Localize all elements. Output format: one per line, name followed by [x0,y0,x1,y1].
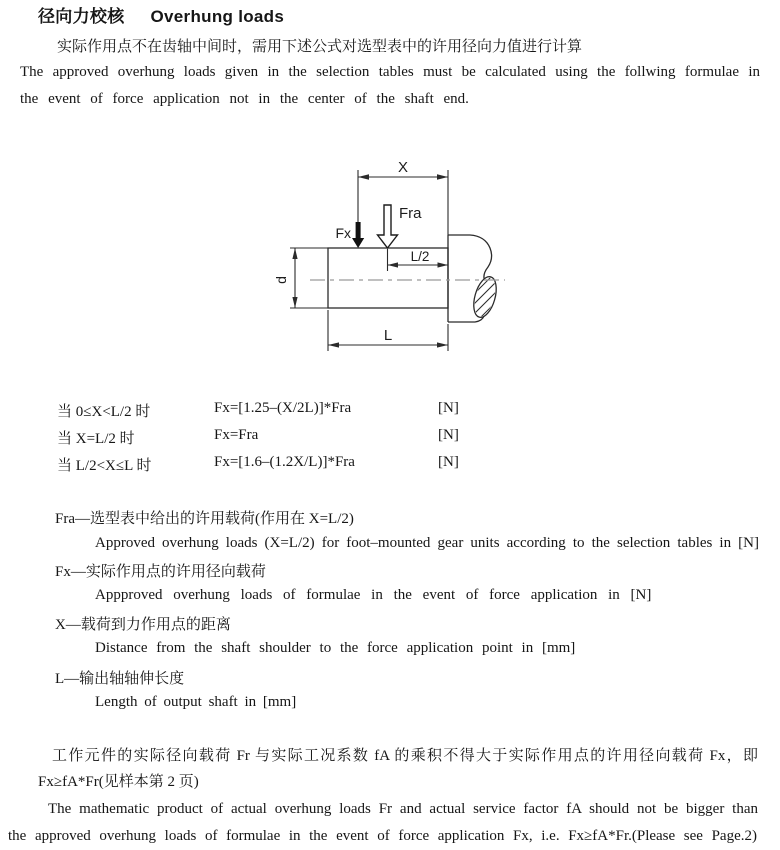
intro-paragraph-en-line1: The approved overhung loads given in the selection tables must be calculated using the follwing formulae in [20,64,760,80]
page-title-zh: 径向力校核 [38,7,125,26]
formula-unit: [N] [438,400,459,416]
fx-arrow-head [352,238,364,248]
definition-desc-x: Distance from the shaft shoulder to the force application point in [mm] [95,640,576,656]
formula-condition: 当 0≤X<L/2 时 [57,404,151,420]
definition-desc-fx: Appproved overhung loads of formulae in the event of force application in [N] [95,587,652,603]
formula-row [0,400,780,422]
l-arrow-right [437,342,448,347]
x-arrow-left [358,174,369,179]
intro-paragraph-zh: 实际作用点不在齿轴中间时，需用下述公式对选型表中的许用径向力值进行计算 [57,39,583,55]
note-zh-line1: 工作元件的实际径向载荷 Fr 与实际工况系数 fA 的乘积不得大于实际作用点的许用径向载荷 Fx，即 [52,748,758,764]
shaft-load-diagram [270,150,520,370]
dim-label-d: d [273,276,289,284]
definition-term-l: L—输出轴轴伸长度 [55,671,185,687]
d-arrow-top [292,248,297,259]
d-arrow-bottom [292,297,297,308]
x-arrow-right [437,174,448,179]
formula-unit: [N] [438,454,459,470]
force-label-fra: Fra [399,205,422,222]
formula-expression: Fx=[1.25–(X/2L)]*Fra [214,400,352,416]
formula-expression: Fx=[1.6–(1.2X/L)]*Fra [214,454,355,470]
housing-top-outline [448,235,492,283]
force-label-fx: Fx [335,225,351,241]
dim-label-x: X [397,159,409,176]
formula-row [0,454,780,476]
formula-unit: [N] [438,427,459,443]
page-title-en: Overhung loads [150,7,285,26]
note-zh-line2: Fx≥fA*Fr(见样本第 2 页) [38,774,199,790]
dim-label-l: L [383,327,393,344]
formula-row [0,427,780,449]
definition-term-x: X—载荷到力作用点的距离 [55,617,231,633]
formula-condition: 当 L/2<X≤L 时 [57,458,152,474]
intro-paragraph-en-line2: the event of force application not in the center of the shaft end. [20,91,469,107]
fx-arrow-shaft [356,222,361,239]
fra-arrow [378,205,398,248]
page-title [38,2,284,27]
definition-desc-fra: Approved overhung loads (X=L/2) for foot–mounted gear units according to the selection tables in [N] [95,535,759,551]
dim-label-l2: L/2 [410,249,430,264]
note-en-line2: the approved overhung loads of formulae in the event of force application Fx, i.e. Fx≥fA*Fr.(Please see Page.2) [8,828,757,844]
note-en-line1: The mathematic product of actual overhung loads Fr and actual service factor fA should not be bigger than [48,801,758,817]
definition-desc-l: Length of output shaft in [mm] [95,694,297,710]
definition-term-fra: Fra—选型表中给出的许用载荷(作用在 X=L/2) [55,511,354,527]
formula-expression: Fx=Fra [214,427,259,443]
l-arrow-left [328,342,339,347]
formula-condition: 当 X=L/2 时 [57,431,135,447]
definition-term-fx: Fx—实际作用点的许用径向载荷 [55,564,266,580]
